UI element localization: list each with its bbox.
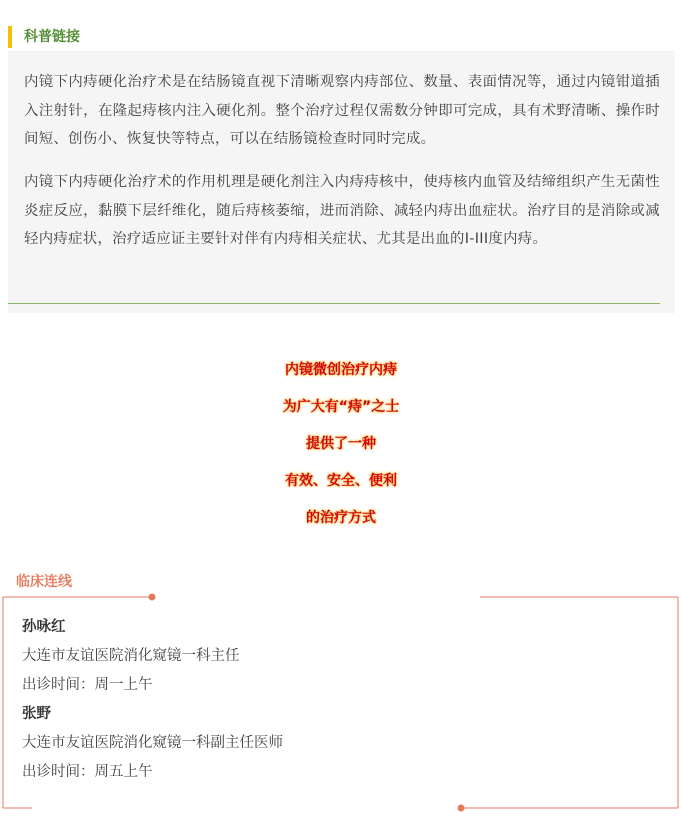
doctor-clinic-time: 出诊时间：周五上午 xyxy=(22,764,153,780)
slogan-line-2: 为广大有“痔”之士 xyxy=(282,399,400,415)
section-title-linchuang: 临床连线 xyxy=(16,574,72,590)
kepu-panel xyxy=(8,51,675,313)
slogan-line-4: 有效、安全、便利 xyxy=(285,473,397,489)
doctor-list xyxy=(22,613,662,787)
kepu-paragraph-1: 内镜下内痔硬化治疗术是在结肠镜直视下清晰观察内痔部位、数量、表面情况等，通过内镜钳道插入注射针，在隆起痔核内注入硬化剂。整个治疗过程仅需数分钟即可完成，具有术野清晰、操作时间短、创伤小、恢复快等特点，可以在结肠镜检查时同时完成。 xyxy=(24,74,660,147)
doctor-name: 孙咏红 xyxy=(22,619,66,635)
doctor-clinic-time: 出诊时间：周一上午 xyxy=(22,677,153,693)
doctor-position: 大连市友谊医院消化窥镜一科副主任医师 xyxy=(22,735,283,751)
slogan-line-5: 的治疗方式 xyxy=(306,510,376,526)
kepu-divider xyxy=(8,303,660,304)
slogan-line-1: 内镜微创治疗内痔 xyxy=(285,362,397,378)
frame-top-dot xyxy=(149,594,156,601)
slogan-line-3: 提供了一种 xyxy=(306,436,376,452)
section-title-kepu: 科普链接 xyxy=(8,26,80,48)
frame-bottom-dot xyxy=(458,805,465,812)
slogan-block xyxy=(0,352,682,537)
doctor-position: 大连市友谊医院消化窥镜一科主任 xyxy=(22,648,240,664)
kepu-paragraph-2: 内镜下内痔硬化治疗术的作用机理是硬化剂注入内痔痔核中，使痔核内血管及结缔组织产生无菌性炎症反应，黏膜下层纤维化，随后痔核萎缩，进而消除、减轻内痔出血症状。治疗目的是消除或减轻内痔症状，治疗适应证主要针对伴有内痔相关症状、尤其是出血的I-III度内痔。 xyxy=(24,174,660,247)
doctor-name: 张野 xyxy=(22,706,51,722)
